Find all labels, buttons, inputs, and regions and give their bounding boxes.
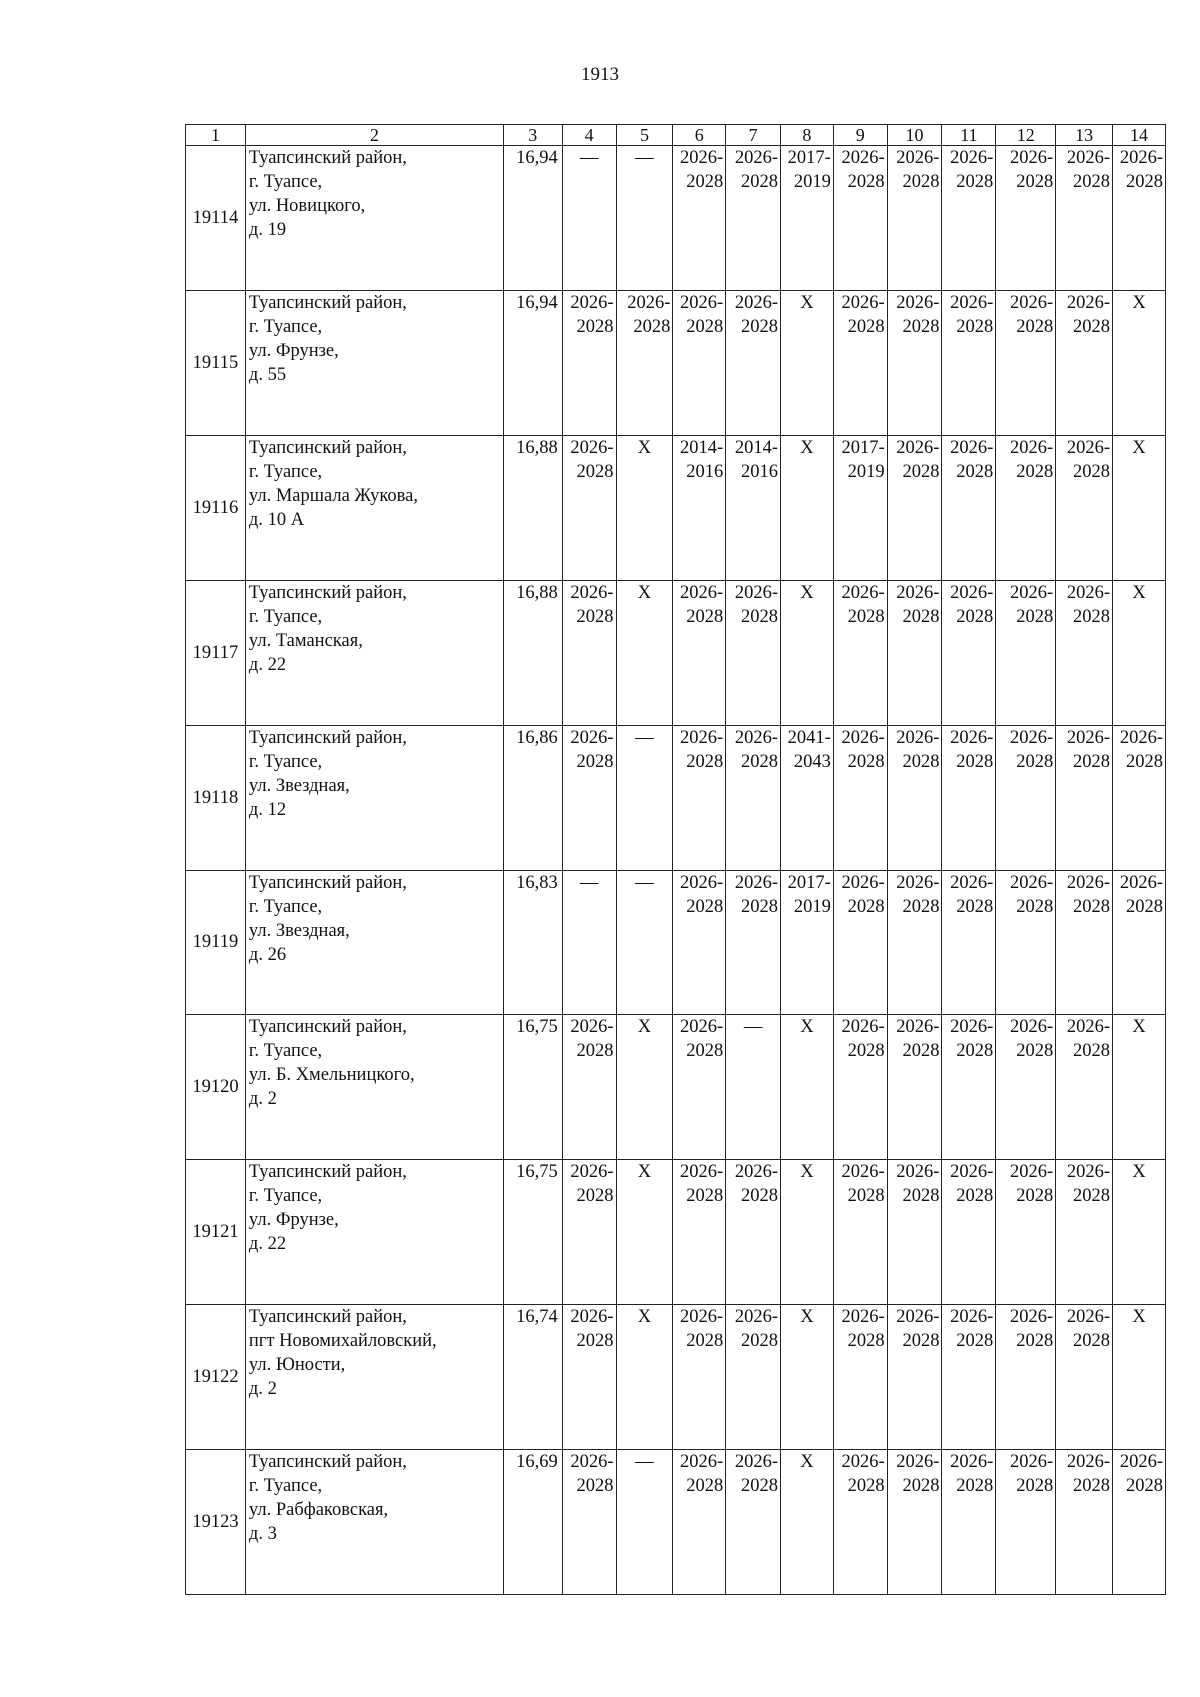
- x-mark-cell: X: [1113, 1305, 1166, 1450]
- dash-cell: —: [562, 870, 616, 1015]
- address-line: д. 55: [248, 364, 287, 385]
- area-cell: 16,94: [503, 290, 562, 435]
- address-line: г. Туапсе,: [248, 316, 323, 337]
- table-row: [186, 146, 1166, 291]
- x-mark-cell: X: [781, 1450, 834, 1595]
- period-cell: 2026- 2028: [833, 146, 887, 291]
- address-line: Туапсинский район,: [248, 292, 407, 313]
- dash-cell: —: [726, 1015, 781, 1160]
- header-cell: 9: [833, 125, 887, 146]
- address-line: Туапсинский район,: [248, 1307, 407, 1328]
- address-line: ул. Звездная,: [248, 920, 350, 941]
- x-mark-cell: X: [1113, 1015, 1166, 1160]
- period-cell: 2026- 2028: [1056, 435, 1113, 580]
- address-line: ул. Фрунзе,: [248, 340, 339, 361]
- period-cell: 2026- 2028: [616, 290, 673, 435]
- period-cell: 2014- 2016: [726, 435, 781, 580]
- area-cell: 16,88: [503, 580, 562, 725]
- period-cell: 2026- 2028: [562, 290, 616, 435]
- table-row: [186, 290, 1166, 435]
- period-cell: 2026- 2028: [887, 725, 942, 870]
- period-cell: 2026- 2028: [996, 725, 1056, 870]
- header-cell: 13: [1056, 125, 1113, 146]
- page-number: 1913: [581, 64, 619, 85]
- period-cell: 2026- 2028: [673, 1015, 726, 1160]
- row-number: 19118: [186, 725, 246, 870]
- period-cell: 2026- 2028: [887, 435, 942, 580]
- address-line: д. 19: [248, 220, 287, 241]
- period-cell: 2026- 2028: [942, 870, 996, 1015]
- address-line: Туапсинский район,: [248, 727, 407, 748]
- period-cell: 2026- 2028: [942, 725, 996, 870]
- period-cell: 2026- 2028: [833, 1450, 887, 1595]
- area-cell: 16,86: [503, 725, 562, 870]
- period-cell: 2026- 2028: [1056, 146, 1113, 291]
- period-cell: 2026- 2028: [673, 1160, 726, 1305]
- address-cell: [245, 870, 503, 1015]
- area-cell: 16,83: [503, 870, 562, 1015]
- area-cell: 16,88: [503, 435, 562, 580]
- dash-cell: —: [616, 870, 673, 1015]
- period-cell: 2026- 2028: [1056, 725, 1113, 870]
- address-line: г. Туапсе,: [248, 461, 323, 482]
- period-cell: 2026- 2028: [673, 1450, 726, 1595]
- period-cell: 2026- 2028: [996, 1450, 1056, 1595]
- address-line: д. 2: [248, 1089, 277, 1110]
- table-row: [186, 1160, 1166, 1305]
- period-cell: 2041- 2043: [781, 725, 834, 870]
- address-line: г. Туапсе,: [248, 1186, 323, 1207]
- address-line: д. 3: [248, 1524, 277, 1545]
- period-cell: 2026- 2028: [942, 290, 996, 435]
- period-cell: 2026- 2028: [1056, 1160, 1113, 1305]
- period-cell: 2026- 2028: [942, 1450, 996, 1595]
- address-cell: [245, 1450, 503, 1595]
- period-cell: 2026- 2028: [833, 290, 887, 435]
- dash-cell: —: [616, 1450, 673, 1595]
- row-number: 19117: [186, 580, 246, 725]
- period-cell: 2026- 2028: [887, 1015, 942, 1160]
- x-mark-cell: X: [781, 1015, 834, 1160]
- table-row: [186, 1305, 1166, 1450]
- row-number: 19119: [186, 870, 246, 1015]
- x-mark-cell: X: [1113, 290, 1166, 435]
- period-cell: 2026- 2028: [942, 1015, 996, 1160]
- address-cell: [245, 580, 503, 725]
- period-cell: 2026- 2028: [1056, 580, 1113, 725]
- period-cell: 2026- 2028: [887, 146, 942, 291]
- period-cell: 2026- 2028: [942, 1305, 996, 1450]
- period-cell: 2014- 2016: [673, 435, 726, 580]
- period-cell: 2026- 2028: [562, 1015, 616, 1160]
- period-cell: 2026- 2028: [833, 725, 887, 870]
- x-mark-cell: X: [781, 1305, 834, 1450]
- period-cell: 2026- 2028: [1056, 290, 1113, 435]
- address-line: д. 12: [248, 799, 287, 820]
- period-cell: 2026- 2028: [1113, 146, 1166, 291]
- header-cell: 6: [673, 125, 726, 146]
- address-line: д. 10 А: [248, 509, 305, 530]
- period-cell: 2026- 2028: [1113, 725, 1166, 870]
- period-cell: 2026- 2028: [942, 580, 996, 725]
- period-cell: 2017- 2019: [833, 435, 887, 580]
- header-cell: 7: [726, 125, 781, 146]
- dash-cell: —: [562, 146, 616, 291]
- header-cell: 3: [503, 125, 562, 146]
- header-cell: 11: [942, 125, 996, 146]
- period-cell: 2026- 2028: [887, 1305, 942, 1450]
- address-line: г. Туапсе,: [248, 606, 323, 627]
- period-cell: 2026- 2028: [996, 435, 1056, 580]
- period-cell: 2026- 2028: [942, 435, 996, 580]
- period-cell: 2026- 2028: [1113, 1450, 1166, 1595]
- x-mark-cell: X: [781, 290, 834, 435]
- address-line: Туапсинский район,: [248, 148, 407, 169]
- address-line: Туапсинский район,: [248, 582, 407, 603]
- period-cell: 2026- 2028: [726, 1450, 781, 1595]
- address-line: Туапсинский район,: [248, 1452, 407, 1473]
- x-mark-cell: X: [616, 435, 673, 580]
- dash-cell: —: [616, 146, 673, 291]
- period-cell: 2026- 2028: [673, 725, 726, 870]
- period-cell: 2026- 2028: [726, 1160, 781, 1305]
- period-cell: 2026- 2028: [996, 146, 1056, 291]
- period-cell: 2026- 2028: [1056, 1450, 1113, 1595]
- period-cell: 2026- 2028: [887, 1160, 942, 1305]
- area-cell: 16,75: [503, 1015, 562, 1160]
- period-cell: 2026- 2028: [673, 146, 726, 291]
- period-cell: 2026- 2028: [562, 725, 616, 870]
- x-mark-cell: X: [1113, 435, 1166, 580]
- period-cell: 2026- 2028: [562, 1160, 616, 1305]
- x-mark-cell: X: [616, 1160, 673, 1305]
- period-cell: 2017- 2019: [781, 870, 834, 1015]
- period-cell: 2026- 2028: [1056, 1305, 1113, 1450]
- address-cell: [245, 725, 503, 870]
- address-line: ул. Б. Хмельницкого,: [248, 1065, 415, 1086]
- period-cell: 2026- 2028: [833, 870, 887, 1015]
- table-row: [186, 1015, 1166, 1160]
- address-line: ул. Звездная,: [248, 775, 350, 796]
- x-mark-cell: X: [781, 580, 834, 725]
- period-cell: 2026- 2028: [562, 1305, 616, 1450]
- period-cell: 2026- 2028: [1056, 1015, 1113, 1160]
- register-table: [185, 124, 1166, 1595]
- period-cell: 2026- 2028: [833, 1305, 887, 1450]
- row-number: 19115: [186, 290, 246, 435]
- header-cell: 8: [781, 125, 834, 146]
- x-mark-cell: X: [1113, 1160, 1166, 1305]
- address-cell: [245, 435, 503, 580]
- dash-cell: —: [616, 725, 673, 870]
- period-cell: 2026- 2028: [996, 1160, 1056, 1305]
- table-row: [186, 580, 1166, 725]
- period-cell: 2026- 2028: [996, 290, 1056, 435]
- period-cell: 2026- 2028: [673, 870, 726, 1015]
- period-cell: 2026- 2028: [996, 870, 1056, 1015]
- row-number: 19122: [186, 1305, 246, 1450]
- address-cell: [245, 1305, 503, 1450]
- address-line: Туапсинский район,: [248, 872, 407, 893]
- period-cell: 2026- 2028: [1056, 870, 1113, 1015]
- x-mark-cell: X: [616, 1015, 673, 1160]
- period-cell: 2017- 2019: [781, 146, 834, 291]
- period-cell: 2026- 2028: [562, 580, 616, 725]
- area-cell: 16,74: [503, 1305, 562, 1450]
- period-cell: 2026- 2028: [726, 290, 781, 435]
- address-line: д. 22: [248, 1234, 287, 1255]
- header-cell: 1: [186, 125, 246, 146]
- address-cell: [245, 1160, 503, 1305]
- period-cell: 2026- 2028: [562, 1450, 616, 1595]
- address-line: Туапсинский район,: [248, 437, 407, 458]
- table-row: [186, 725, 1166, 870]
- period-cell: 2026- 2028: [1113, 870, 1166, 1015]
- address-line: пгт Новомихайловский,: [248, 1331, 437, 1352]
- period-cell: 2026- 2028: [887, 580, 942, 725]
- area-cell: 16,75: [503, 1160, 562, 1305]
- row-number: 19121: [186, 1160, 246, 1305]
- address-line: д. 22: [248, 654, 287, 675]
- x-mark-cell: X: [616, 580, 673, 725]
- header-cell: 4: [562, 125, 616, 146]
- period-cell: 2026- 2028: [673, 580, 726, 725]
- period-cell: 2026- 2028: [996, 580, 1056, 725]
- header-row: [186, 125, 1166, 146]
- period-cell: 2026- 2028: [833, 580, 887, 725]
- period-cell: 2026- 2028: [673, 290, 726, 435]
- address-line: г. Туапсе,: [248, 896, 323, 917]
- period-cell: 2026- 2028: [726, 580, 781, 725]
- table-row: [186, 435, 1166, 580]
- area-cell: 16,94: [503, 146, 562, 291]
- header-cell: 10: [887, 125, 942, 146]
- period-cell: 2026- 2028: [673, 1305, 726, 1450]
- row-number: 19116: [186, 435, 246, 580]
- address-cell: [245, 146, 503, 291]
- header-cell: 14: [1113, 125, 1166, 146]
- row-number: 19114: [186, 146, 246, 291]
- table-row: [186, 870, 1166, 1015]
- period-cell: 2026- 2028: [833, 1160, 887, 1305]
- address-line: д. 26: [248, 944, 287, 965]
- period-cell: 2026- 2028: [726, 1305, 781, 1450]
- area-cell: 16,69: [503, 1450, 562, 1595]
- address-line: г. Туапсе,: [248, 1476, 323, 1497]
- address-line: ул. Маршала Жукова,: [248, 485, 418, 506]
- table-row: [186, 1450, 1166, 1595]
- period-cell: 2026- 2028: [942, 146, 996, 291]
- period-cell: 2026- 2028: [562, 435, 616, 580]
- address-cell: [245, 290, 503, 435]
- address-line: ул. Новицкого,: [248, 196, 366, 217]
- row-number: 19123: [186, 1450, 246, 1595]
- period-cell: 2026- 2028: [726, 725, 781, 870]
- address-line: ул. Юности,: [248, 1355, 346, 1376]
- header-cell: 5: [616, 125, 673, 146]
- period-cell: 2026- 2028: [887, 870, 942, 1015]
- header-cell: 12: [996, 125, 1056, 146]
- address-line: г. Туапсе,: [248, 751, 323, 772]
- address-line: ул. Таманская,: [248, 630, 363, 651]
- period-cell: 2026- 2028: [942, 1160, 996, 1305]
- address-line: Туапсинский район,: [248, 1162, 407, 1183]
- period-cell: 2026- 2028: [887, 1450, 942, 1595]
- address-line: д. 2: [248, 1379, 277, 1400]
- header-cell: 2: [245, 125, 503, 146]
- x-mark-cell: X: [616, 1305, 673, 1450]
- address-line: Туапсинский район,: [248, 1017, 407, 1038]
- address-line: г. Туапсе,: [248, 1041, 323, 1062]
- period-cell: 2026- 2028: [726, 870, 781, 1015]
- period-cell: 2026- 2028: [726, 146, 781, 291]
- address-line: ул. Рабфаковская,: [248, 1500, 389, 1521]
- address-cell: [245, 1015, 503, 1160]
- row-number: 19120: [186, 1015, 246, 1160]
- x-mark-cell: X: [1113, 580, 1166, 725]
- x-mark-cell: X: [781, 1160, 834, 1305]
- address-line: г. Туапсе,: [248, 172, 323, 193]
- x-mark-cell: X: [781, 435, 834, 580]
- period-cell: 2026- 2028: [887, 290, 942, 435]
- period-cell: 2026- 2028: [996, 1305, 1056, 1450]
- address-line: ул. Фрунзе,: [248, 1210, 339, 1231]
- period-cell: 2026- 2028: [833, 1015, 887, 1160]
- period-cell: 2026- 2028: [996, 1015, 1056, 1160]
